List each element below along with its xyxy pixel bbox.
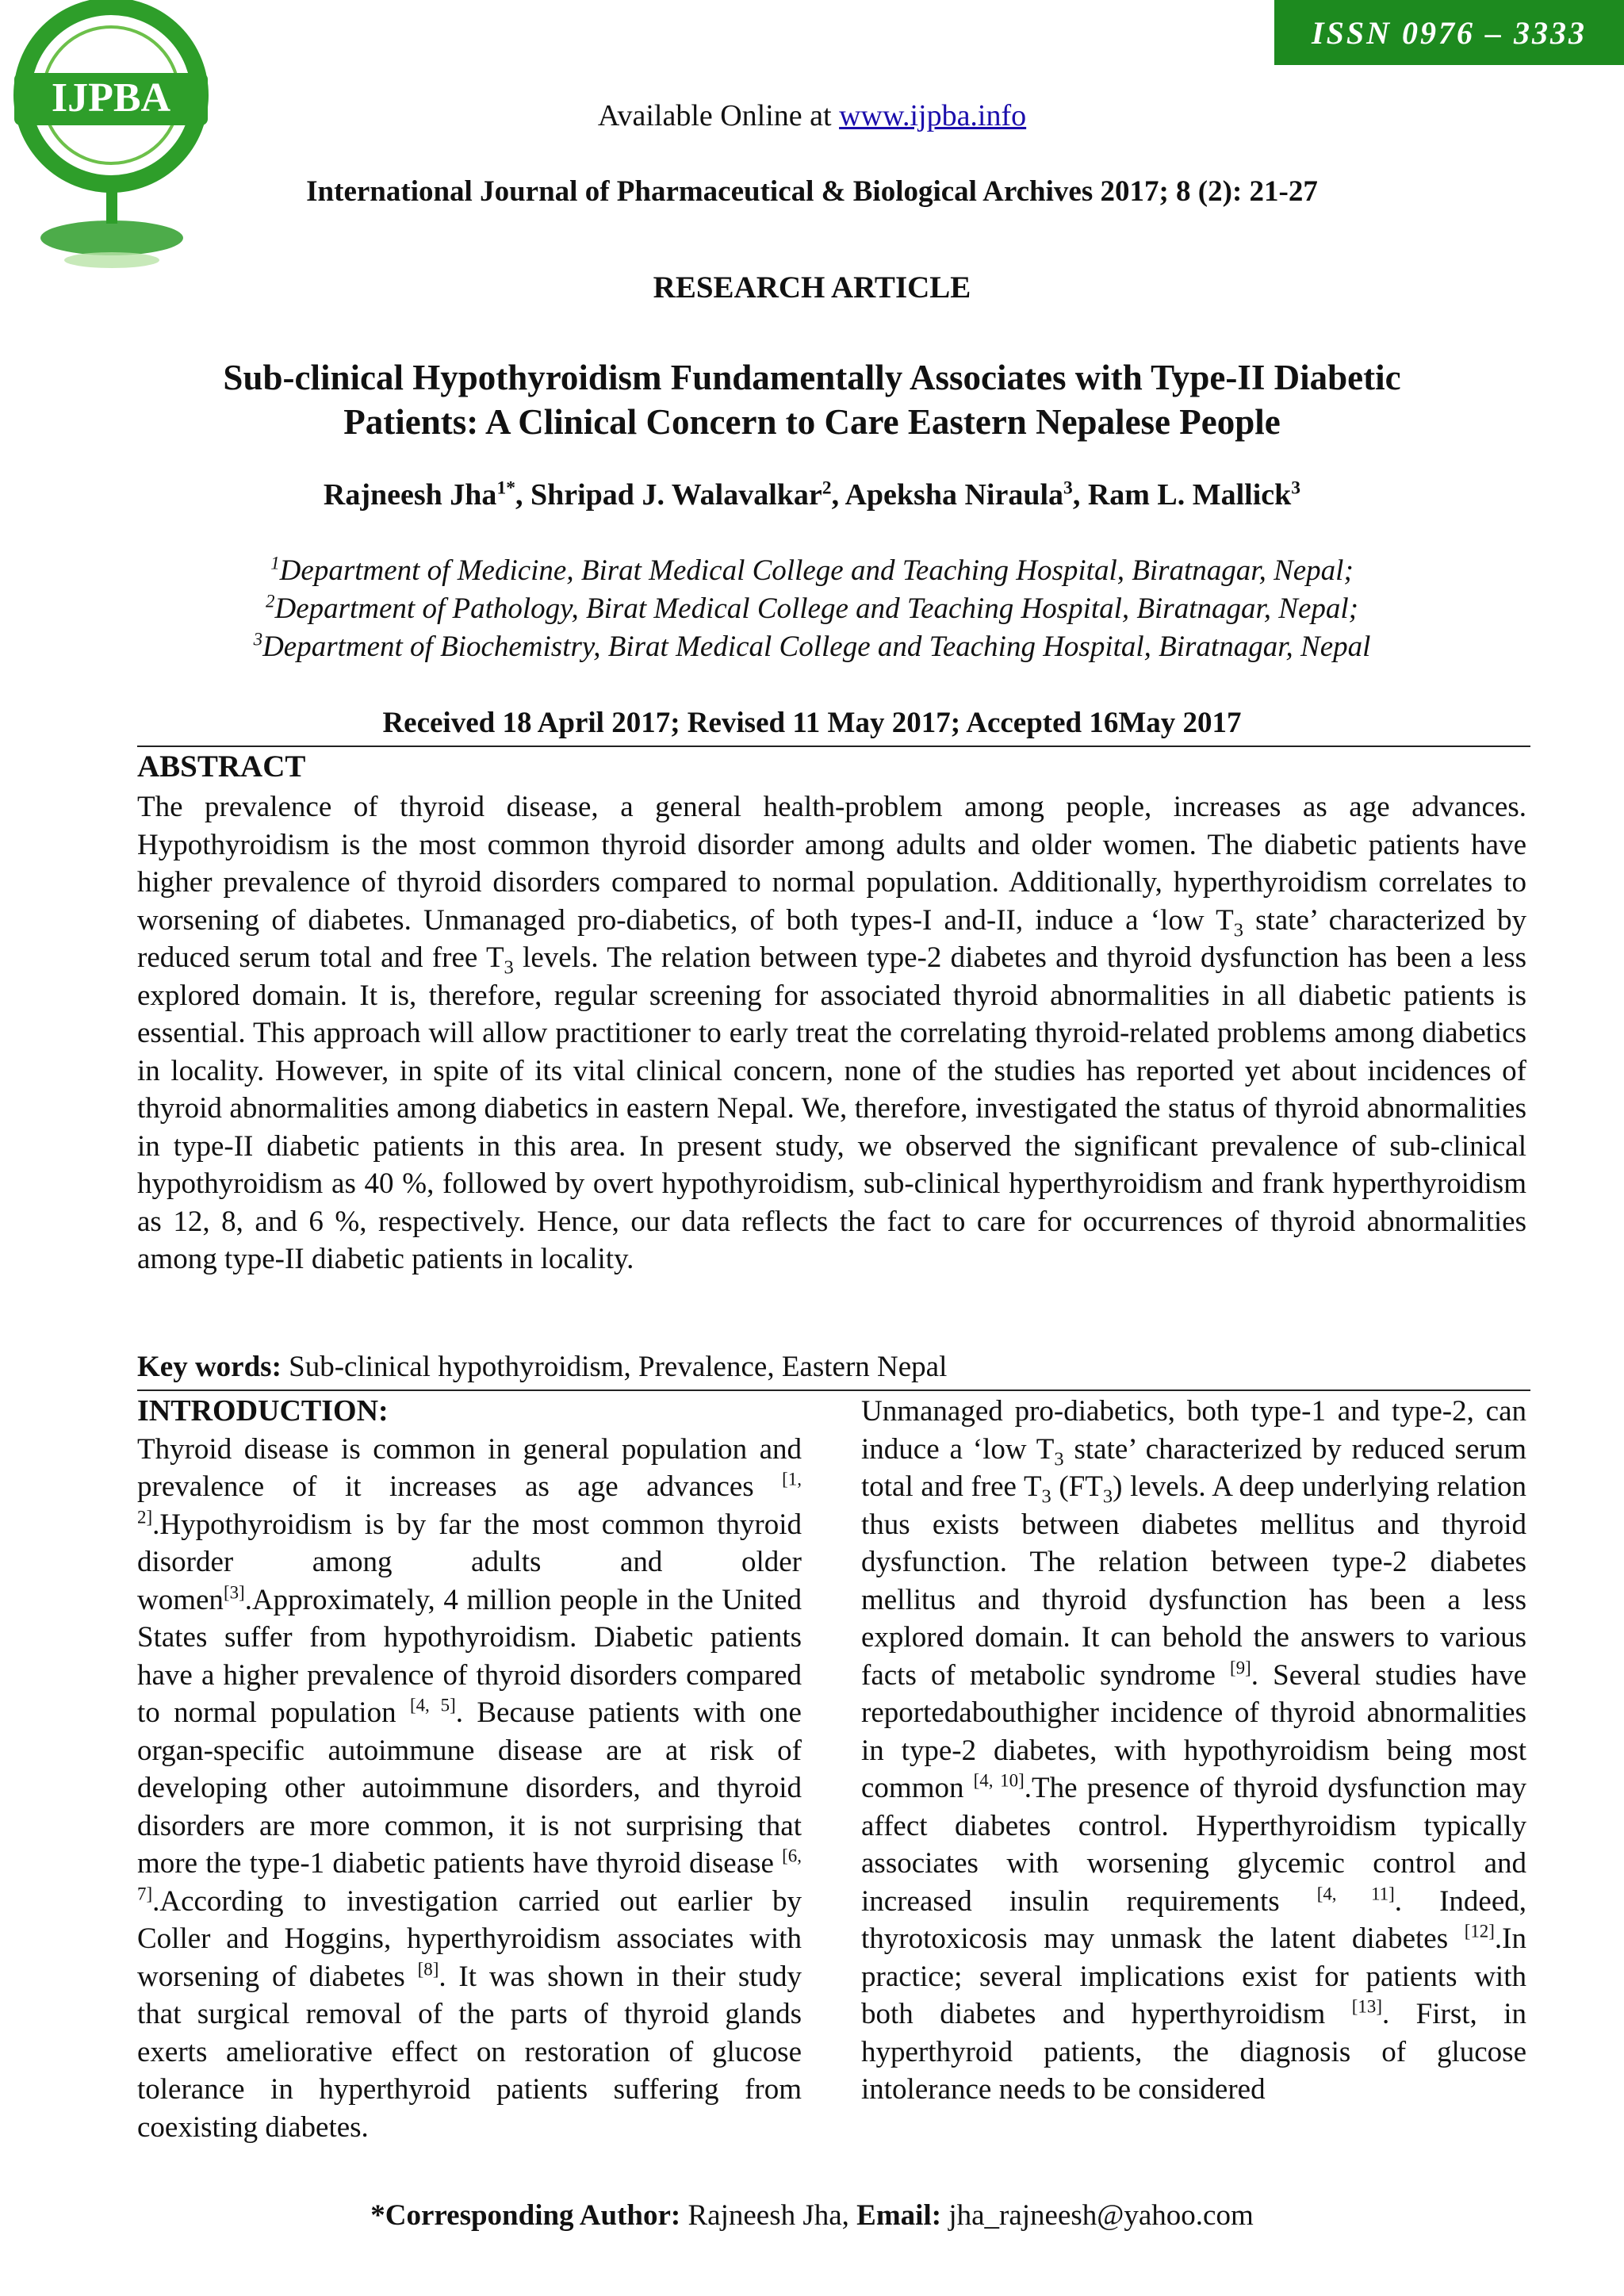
logo-text: IJPBA <box>51 75 171 121</box>
introduction-paragraph: Unmanaged pro-diabetics, both type-1 and type-2, can induce a ‘low $T_3$ state’ characterized by reduced serum total and free $T_3$ $(FT_3)$ levels. A deep underlying relation thus exists between diabetes mellitus and thyroid dysfunction. The relation between type-2 diabetes mellitus and thyroid dysfunction has been a less explored domain. It can behold the answers to various facts of metabolic syndrome [9]. Several studies have reportedabouthigher incidence of thyroid abnormalities in type-2 diabetes, with hypothyroidism being most common [4, 10].The presence of thyroid dysfunction may affect diabetes control. Hyperthyroidism typically associates with worsening glycemic control and increased insulin requirements [4, 11]. Indeed, thyrotoxicosis may unmask the latent diabetes [12].In practice; several implications exist for patients with both diabetes and hyperthyroidism [13]. First, in hyperthyroid patients, the diagnosis of glucose intolerance needs to be considered <box>861 1395 1527 2106</box>
divider <box>137 1389 1530 1391</box>
corresponding-author: *Corresponding Author: Rajneesh Jha, Email: jha_rajneesh@yahoo.com <box>370 2199 1254 2232</box>
introduction-paragraph: Thyroid disease is common in general population and prevalence of it increases as age advances [1, 2].Hypothyroidism is by far the most common thyroid disorder among adults and older women[3].Approximately, 4 million people in the United States suffer from hypothyroidism. Diabetic patients have a higher prevalence of thyroid disorders compared to normal population [4, 5]. Because patients with one organ-specific autoimmune disease are at risk of developing other autoimmune disorders, and thyroid disorders are more common, it is not surprising that more the type-1 diabetic patients have thyroid disease [6, 7].According to investigation carried out earlier by Coller and Hoggins, hyperthyroidism associates with worsening of diabetes [8]. It was shown in their study that surgical removal of the parts of thyroid glands exerts ameliorative effect on restoration of glucose tolerance in hyperthyroid patients suffering from coexisting diabetes. <box>137 1432 802 2144</box>
abstract-body: The prevalence of thyroid disease, a general health-problem among people, increases as age advances. Hypothyroidism is the most common thyroid disorder among adults and older women. The diabetic patients have higher prevalence of thyroid disorders compared to normal population. Additionally, hyperthyroidism correlates to worsening of diabetes. Unmanaged pro-diabetics, of both types-I and-II, induce a ‘low $T_3$ state’ characterized by reduced serum total and free $T_3$ levels. The relation between type-2 diabetes and thyroid dysfunction has been a less explored domain. It is, therefore, regular screening for associated thyroid abnormalities in all diabetic patients is essential. This approach will allow practitioner to early treat the correlating thyroid-related problems among diabetics in locality. However, in spite of its vital clinical concern, none of the studies has reported yet about incidences of thyroid abnormalities among diabetics in eastern Nepal. We, therefore, investigated the status of thyroid abnormalities in type-II diabetic patients in this area. In present study, we observed the significant prevalence of sub-clinical hypothyroidism as 40 %, followed by overt hypothyroidism, sub-clinical hyperthyroidism and frank hyperthyroidism as 12, 8, and 6 %, respectively. Hence, our data reflects the fact to care for occurrences of thyroid abnormalities among type-II diabetic patients in locality. <box>137 791 1526 1275</box>
author-name: Shripad J. Walavalkar <box>530 478 822 512</box>
introduction-right-column <box>861 1393 1526 2109</box>
affiliations <box>0 552 1624 666</box>
title-line-2: Patients: A Clinical Concern to Care Eastern Nepalese People <box>343 402 1281 442</box>
online-availability: Available Online at www.ijpba.info <box>597 99 1027 132</box>
submission-dates: Received 18 April 2017; Revised 11 May 2017; Accepted 16May 2017 <box>382 707 1242 739</box>
author-name: Ram L. Mallick <box>1087 478 1292 512</box>
title-line-1: Sub-clinical Hypothyroidism Fundamentally Associates with Type-II Diabetic <box>223 358 1401 397</box>
author-email: jha_rajneesh@yahoo.com <box>941 2199 1254 2232</box>
affiliation: $^2$Department of Pathology, Birat Medical College and Teaching Hospital, Biratnagar, Nepal; <box>266 591 1358 625</box>
author-list: Rajneesh Jha$^{1*}$, Shripad J. Walavalkar$^2$, Apeksha Niraula$^3$, Ram L. Mallick$^3$ <box>323 477 1301 512</box>
keywords: Key words: Sub-clinical hypothyroidism, Prevalence, Eastern Nepal <box>137 1351 948 1383</box>
paper-title <box>0 355 1624 444</box>
journal-website-link[interactable]: www.ijpba.info <box>839 99 1027 132</box>
affiliation: $^3$Department of Biochemistry, Birat Medical College and Teaching Hospital, Biratnagar, Nepal <box>253 629 1371 663</box>
article-type: RESEARCH ARTICLE <box>653 270 971 305</box>
affiliation: $^1$Department of Medicine, Birat Medical College and Teaching Hospital, Biratnagar, Nepal; <box>270 553 1354 587</box>
journal-logo <box>0 0 230 274</box>
author-name: Rajneesh Jha <box>323 478 497 512</box>
author-name: Apeksha Niraula <box>845 478 1064 512</box>
divider <box>137 746 1530 747</box>
issn-badge: ISSN 0976 – 3333 <box>1274 0 1624 65</box>
introduction-heading: INTRODUCTION: <box>137 1394 389 1428</box>
abstract-heading: ABSTRACT <box>137 749 306 784</box>
introduction-left-column <box>137 1393 802 2146</box>
journal-citation: International Journal of Pharmaceutical & Biological Archives 2017; 8 (2): 21-27 <box>306 175 1318 208</box>
